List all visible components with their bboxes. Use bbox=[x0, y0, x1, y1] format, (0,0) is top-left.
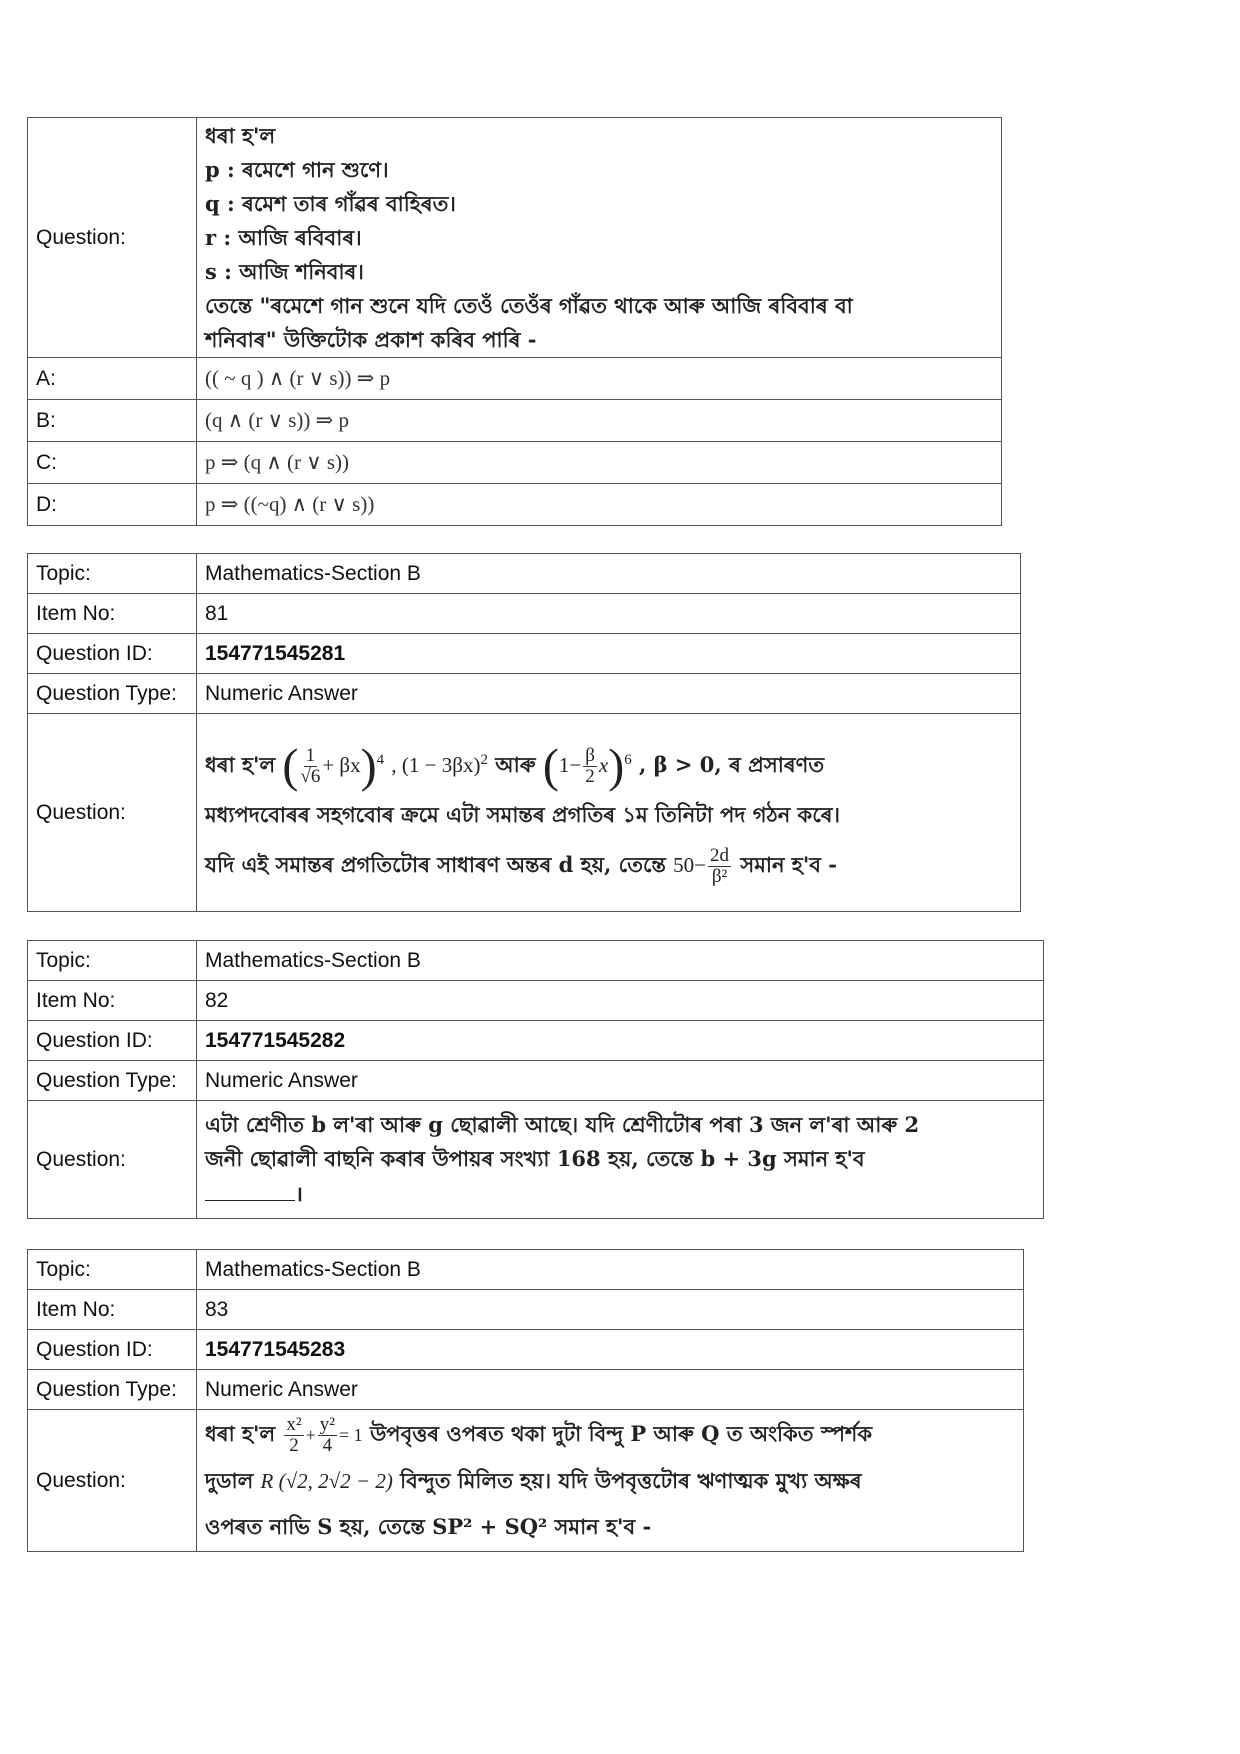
question-id-value: 154771545281 bbox=[205, 641, 346, 665]
question-line-2: জনী ছোৱালী বাছনি কৰাৰ উপায়ৰ সংখ্যা 168 হয়, তেন্তে b + 3g সমান হ'ব bbox=[205, 1146, 865, 1171]
topic-label: Topic: bbox=[28, 554, 197, 594]
question-line: p : ৰমেশে গান শুণে। bbox=[205, 156, 389, 182]
question-text bbox=[197, 1410, 1024, 1552]
item-no-value: 82 bbox=[197, 981, 1044, 1021]
question-text bbox=[197, 1101, 1044, 1219]
fraction: $\frac{\text{y²}}{4}$ bbox=[319, 1414, 335, 1456]
question-line-3: ওপৰত নাভি S হয়, তেন্তে SP² + SQ² সমান হ'ব - bbox=[205, 1514, 652, 1539]
question-line-1: ধৰা হ'ল ( $\frac{1}{√6}$ + βx)$^4$ , $(1 - 3\beta x)^2$ আৰু (1− $\frac{\beta}{2}$ x)$^6$ , β > 0, ৰ প্ৰসাৰণত bbox=[205, 739, 825, 793]
question-83-table bbox=[27, 1249, 1024, 1552]
question-line: ধৰা হ'ল bbox=[205, 122, 276, 148]
item-no-label: Item No: bbox=[28, 981, 197, 1021]
question-label: Question: bbox=[28, 1410, 197, 1552]
question-81-table bbox=[27, 553, 1021, 912]
option-d-label: D: bbox=[28, 484, 197, 526]
question-type-label: Question Type: bbox=[28, 1061, 197, 1101]
item-no-value: 81 bbox=[197, 594, 1021, 634]
question-label: Question: bbox=[28, 118, 197, 358]
question-label: Question: bbox=[28, 714, 197, 912]
fraction: $\frac{\text{x²}}{2}$ bbox=[286, 1414, 302, 1456]
option-c-text: p ⇒ (q ∧ (r ∨ s)) bbox=[197, 442, 1002, 484]
question-line: তেন্তে "ৰমেশে গান শুনে যদি তেওঁ তেওঁৰ গাঁৱত থাকে আৰু আজি ৰবিবাৰ বা bbox=[205, 292, 853, 318]
item-no-label: Item No: bbox=[28, 1290, 197, 1330]
question-type-label: Question Type: bbox=[28, 674, 197, 714]
option-a-text: (( ~ q ) ∧ (r ∨ s)) ⇒ p bbox=[197, 358, 1002, 400]
question-line-2: মধ্যপদবোৰৰ সহগবোৰ ক্ৰমে এটা সমান্তৰ প্ৰগতিৰ ১ম তিনিটা পদ গঠন কৰে। bbox=[205, 802, 841, 827]
question-type-value: Numeric Answer bbox=[197, 674, 1021, 714]
question-line-3: যদি এই সমান্তৰ প্ৰগতিটোৰ সাধাৰণ অন্তৰ d হয়, তেন্তে 50− $\frac{2d}{\text{β²}}$ সমান হ'ব - bbox=[205, 845, 837, 887]
question-type-value: Numeric Answer bbox=[197, 1061, 1044, 1101]
question-line: s : আজি শনিবাৰ। bbox=[205, 258, 364, 284]
question-line-2: দুডাল R (√2, 2√2 − 2) বিন্দুত মিলিত হয়। যদি উপবৃত্তটোৰ ঋণাত্মক মুখ্য অক্ষৰ bbox=[205, 1468, 862, 1493]
question-line: r : আজি ৰবিবাৰ। bbox=[205, 224, 362, 250]
option-d-text: p ⇒ ((~q) ∧ (r ∨ s)) bbox=[197, 484, 1002, 526]
question-id-label: Question ID: bbox=[28, 634, 197, 674]
question-line-1: এটা শ্ৰেণীত b ল'ৰা আৰু g ছোৱালী আছে। যদি শ্ৰেণীটোৰ পৰা 3 জন ল'ৰা আৰু 2 bbox=[205, 1112, 920, 1137]
question-id-label: Question ID: bbox=[28, 1021, 197, 1061]
item-no-value: 83 bbox=[197, 1290, 1024, 1330]
topic-value: Mathematics-Section B bbox=[197, 1250, 1024, 1290]
item-no-label: Item No: bbox=[28, 594, 197, 634]
option-a-label: A: bbox=[28, 358, 197, 400]
question-id-value: 154771545283 bbox=[205, 1337, 346, 1361]
question-type-value: Numeric Answer bbox=[197, 1370, 1024, 1410]
question-id-label: Question ID: bbox=[28, 1330, 197, 1370]
topic-value: Mathematics-Section B bbox=[197, 554, 1021, 594]
option-b-label: B: bbox=[28, 400, 197, 442]
topic-value: Mathematics-Section B bbox=[197, 941, 1044, 981]
answer-blank bbox=[205, 1176, 295, 1201]
question-line-3: । bbox=[205, 1176, 1035, 1211]
question-type-label: Question Type: bbox=[28, 1370, 197, 1410]
fraction: $\frac{2d}{\text{β²}}$ bbox=[710, 845, 730, 887]
question-label: Question: bbox=[28, 1101, 197, 1219]
topic-label: Topic: bbox=[28, 941, 197, 981]
question-line-1: ধৰা হ'ল $\frac{\text{x²}}{2}$ + $\frac{\text{y²}}{4}$ = 1 উপবৃত্তৰ ওপৰত থকা দুটা বিন্দু P আৰু Q ত অংকিত স্পৰ্শক bbox=[205, 1414, 873, 1456]
topic-label: Topic: bbox=[28, 1250, 197, 1290]
question-text bbox=[197, 714, 1021, 912]
question-line: q : ৰমেশ তাৰ গাঁৱৰ বাহিৰত। bbox=[205, 190, 456, 216]
fraction: $\frac{1}{√6}$ bbox=[300, 745, 321, 787]
question-id-value: 154771545282 bbox=[205, 1028, 346, 1052]
question-line: শনিবাৰ" উক্তিটোক প্ৰকাশ কৰিব পাৰি - bbox=[205, 326, 537, 352]
option-c-label: C: bbox=[28, 442, 197, 484]
question-80-table bbox=[27, 117, 1002, 526]
question-82-table bbox=[27, 940, 1044, 1219]
option-b-text: (q ∧ (r ∨ s)) ⇒ p bbox=[197, 400, 1002, 442]
fraction: $\frac{\beta}{2}$ bbox=[585, 745, 595, 787]
question-text bbox=[197, 118, 1002, 358]
